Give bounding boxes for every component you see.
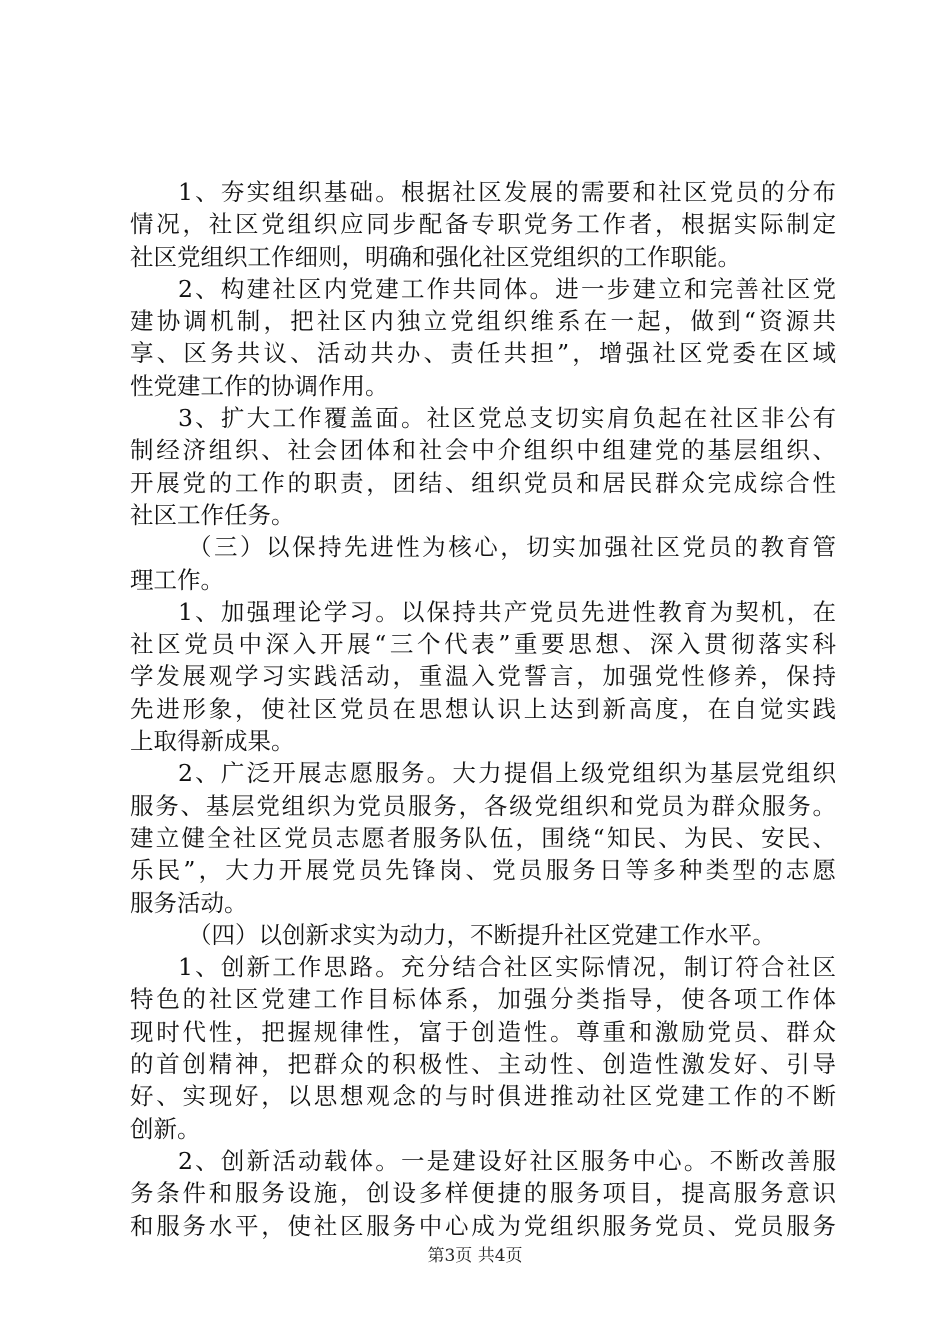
paragraph-line: 2、创新活动载体。一是建设好社区服务中心。不断改善服 <box>178 1146 836 1175</box>
paragraph-line: 先进形象，使社区党员在思想认识上达到新高度，在自觉实践 <box>130 694 836 723</box>
paragraph-line: 好、实现好，以思想观念的与时俱进推动社区党建工作的不断 <box>130 1082 836 1111</box>
page-number-footer: 第3页 共4页 <box>427 1246 523 1266</box>
paragraph-line: 创新。 <box>130 1114 201 1143</box>
paragraph-line: 2、广泛开展志愿服务。大力提倡上级党组织为基层党组织 <box>178 759 836 788</box>
paragraph-line: 服务活动。 <box>130 888 248 917</box>
paragraph-line: 开展党的工作的职责，团结、组织党员和居民群众完成综合性 <box>130 468 836 497</box>
paragraph-line: 现时代性，把握规律性，富于创造性。尊重和激励党员、群众 <box>130 1017 836 1046</box>
paragraph-line: 1、夯实组织基础。根据社区发展的需要和社区党员的分布 <box>178 178 836 206</box>
paragraph-line: 乐民”，大力开展党员先锋岗、党员服务日等多种类型的志愿 <box>130 856 836 885</box>
paragraph-line: 的首创精神，把群众的积极性、主动性、创造性激发好、引导 <box>130 1050 836 1079</box>
paragraph-line: 1、加强理论学习。以保持共产党员先进性教育为契机，在 <box>178 597 836 626</box>
paragraph-line: 务条件和服务设施，创设多样便捷的服务项目，提高服务意识 <box>130 1179 836 1208</box>
section-heading-line: 理工作。 <box>130 565 224 594</box>
document-body <box>130 176 836 1242</box>
section-heading-line: （三）以保持先进性为核心，切实加强社区党员的教育管 <box>188 533 836 562</box>
paragraph-line: 建协调机制，把社区内独立党组织维系在一起，做到“资源共 <box>130 307 836 336</box>
paragraph-line: 制经济组织、社会团体和社会中介组织中组建党的基层组织、 <box>130 436 836 465</box>
paragraph-line: 特色的社区党建工作目标体系，加强分类指导，使各项工作体 <box>130 985 836 1014</box>
paragraph-line: 情况，社区党组织应同步配备专职党务工作者，根据实际制定 <box>130 210 836 239</box>
paragraph-line: 2、构建社区内党建工作共同体。进一步建立和完善社区党 <box>178 274 836 303</box>
paragraph-line: 社区党员中深入开展“三个代表”重要思想、深入贯彻落实科 <box>130 630 836 659</box>
paragraph-line: 服务、基层党组织为党员服务，各级党组织和党员为群众服务。 <box>130 791 836 820</box>
paragraph-line: 3、扩大工作覆盖面。社区党总支切实肩负起在社区非公有 <box>178 404 836 433</box>
paragraph-line: 性党建工作的协调作用。 <box>130 371 389 400</box>
paragraph-line: 社区党组织工作细则，明确和强化社区党组织的工作职能。 <box>130 242 741 271</box>
paragraph-line: 社区工作任务。 <box>130 500 295 529</box>
paragraph-line: 建立健全社区党员志愿者服务队伍，围绕“知民、为民、安民、 <box>130 823 836 852</box>
paragraph-line: 1、创新工作思路。充分结合社区实际情况，制订符合社区 <box>178 953 836 982</box>
paragraph-line: 学发展观学习实践活动，重温入党誓言，加强党性修养，保持 <box>130 662 836 691</box>
paragraph-line: 上取得新成果。 <box>130 727 295 756</box>
paragraph-line: 和服务水平，使社区服务中心成为党组织服务党员、党员服务 <box>130 1211 836 1240</box>
section-heading-line: （四）以创新求实为动力，不断提升社区党建工作水平。 <box>188 920 776 949</box>
paragraph-line: 享、区务共议、活动共办、责任共担”，增强社区党委在区域 <box>130 339 836 368</box>
